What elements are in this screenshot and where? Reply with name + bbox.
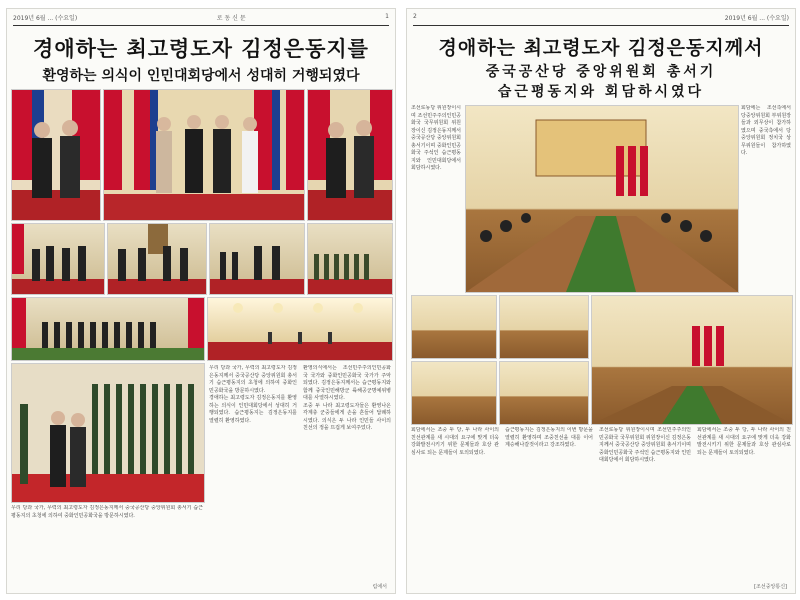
issue-date: 2019년 6월 ... (수요일) — [13, 15, 78, 22]
article-paragraph: 우리 당과 국가, 무력의 최고령도자 김정은동지께서 중국공산당 중앙위원회 총서기 습근평동지의 초청에 의하여 중화인민공화국을 방문하시였다. — [209, 365, 297, 394]
headline-main: 경애하는 최고령도자 김정은동지를 — [33, 37, 369, 61]
article-column-1 — [209, 365, 297, 585]
footer-credit: 림에서 — [372, 584, 387, 590]
photo-welcome-3 — [209, 223, 305, 295]
photo-great-hall — [207, 297, 393, 361]
article-paragraph: 습근평동지는 김정은동지의 이번 방문을 열렬히 환영하며 조중친선을 대를 이어 계승해나갈것이라고 강조하였다. — [505, 427, 593, 448]
issue-date: 2019년 6월 ... (수요일) — [724, 15, 789, 22]
article-column-1 — [411, 105, 461, 291]
article-paragraph: 조선로동당 위원장이시며 조선민주주의인민공화국 국무위원회 위원장이신 김정은동지께서 중국공산당 중앙위원회 총서기이며 중화인민공화국 주석인 습근평동지와 인민대회당에서 회담하시였다. — [599, 427, 691, 463]
photo-talks-2 — [499, 295, 589, 359]
newspaper-page-right — [406, 8, 796, 594]
footer-credit: [조선중앙통신] — [754, 584, 787, 590]
masthead — [413, 13, 789, 26]
article-paragraph: 조선로동당 위원장이시며 조선민주주의인민공화국 국무위원회 위원장이신 김정은동지께서 중국공산당 중앙위원회 총서기이며 중화인민공화국 주석인 습근평동지와 인민대회당에서 회담하시였다. — [411, 105, 461, 171]
photo-hall-lineup — [11, 297, 205, 361]
photo-welcome-4 — [307, 223, 393, 295]
photo-handshake-right — [307, 89, 393, 221]
page-number: 2 — [413, 13, 417, 20]
article-column-3 — [411, 427, 499, 585]
page-number: 1 — [385, 13, 389, 20]
article-paragraph: 조중 두 나라 최고령도자들은 환영나온 각계층 군중들에게 손을 흔들어 답례하시였다. 의식은 두 나라 인민들 사이의 친선의 정을 뜨겁게 보여주었다. — [303, 402, 391, 431]
headline-sub-2: 습근평동지와 회담하시였다 — [497, 84, 705, 100]
article-paragraph: 회담에는 조선측에서 당중앙위원회 부위원장들과 외무상이 참가하였으며 중국측에서 당중앙위원회 정치국 상무위원들이 참가하였다. — [741, 105, 791, 156]
article-paragraph: 우리 당과 국가, 무력의 최고령도자 김정은동지께서 중국공산당 중앙위원회 총서기 습근평동지의 초청에 의하여 중화인민공화국을 방문하시였다. — [11, 505, 203, 519]
newspaper-page-left — [6, 8, 396, 594]
photo-handshake-left — [11, 89, 101, 221]
article-column-6 — [697, 427, 791, 585]
photo-talks-3 — [591, 295, 793, 425]
article-column-5 — [599, 427, 691, 585]
headline-sub: 환영하는 의식이 인민대회당에서 성대히 거행되였다 — [42, 68, 360, 84]
paper-name: 로 동 신 문 — [216, 15, 246, 22]
photo-talks-5 — [499, 361, 589, 425]
article-paragraph: 환영의식에서는 조선민주주의인민공화국 국가와 중화인민공화국 국가가 주악되였다. 김정은동지께서는 습근평동지와 함께 중국인민해방군 륙해공군명예위병대를 사열하시였다. — [303, 365, 391, 401]
photo-talks-1 — [411, 295, 497, 359]
article-column-2 — [741, 105, 791, 291]
masthead — [13, 13, 389, 26]
photo-group-portrait — [103, 89, 305, 221]
photo-welcome-2 — [107, 223, 207, 295]
article-column-bottom — [11, 505, 203, 583]
photo-welcome-1 — [11, 223, 105, 295]
article-paragraph: 경애하는 최고령도자 김정은동지를 환영하는 의식이 인민대회당에서 성대히 거행되였다. 습근평동지는 김정은동지를 열렬히 환영하였다. — [209, 395, 297, 424]
article-paragraph: 회담에서는 조중 두 당, 두 나라 사이의 친선관계를 새 시대의 요구에 맞게 더욱 강화발전시키기 위한 문제들과 호상 관심사로 되는 문제들이 토의되였다. — [697, 427, 791, 456]
article-column-2 — [303, 365, 391, 585]
article-paragraph: 회담에서는 조중 두 당, 두 나라 사이의 친선관계를 새 시대의 요구에 맞게 더욱 강화발전시키기 위한 문제들과 호상 관심사로 되는 문제들이 토의되였다. — [411, 427, 499, 456]
headline-main: 경애하는 최고령도자 김정은동지께서 — [438, 37, 764, 59]
headline-sub-1: 중국공산당 중앙위원회 총서기 — [485, 64, 717, 80]
photo-talks-main — [465, 105, 739, 293]
article-column-4 — [505, 427, 593, 585]
photo-honor-guard-review — [11, 363, 205, 503]
photo-talks-4 — [411, 361, 497, 425]
